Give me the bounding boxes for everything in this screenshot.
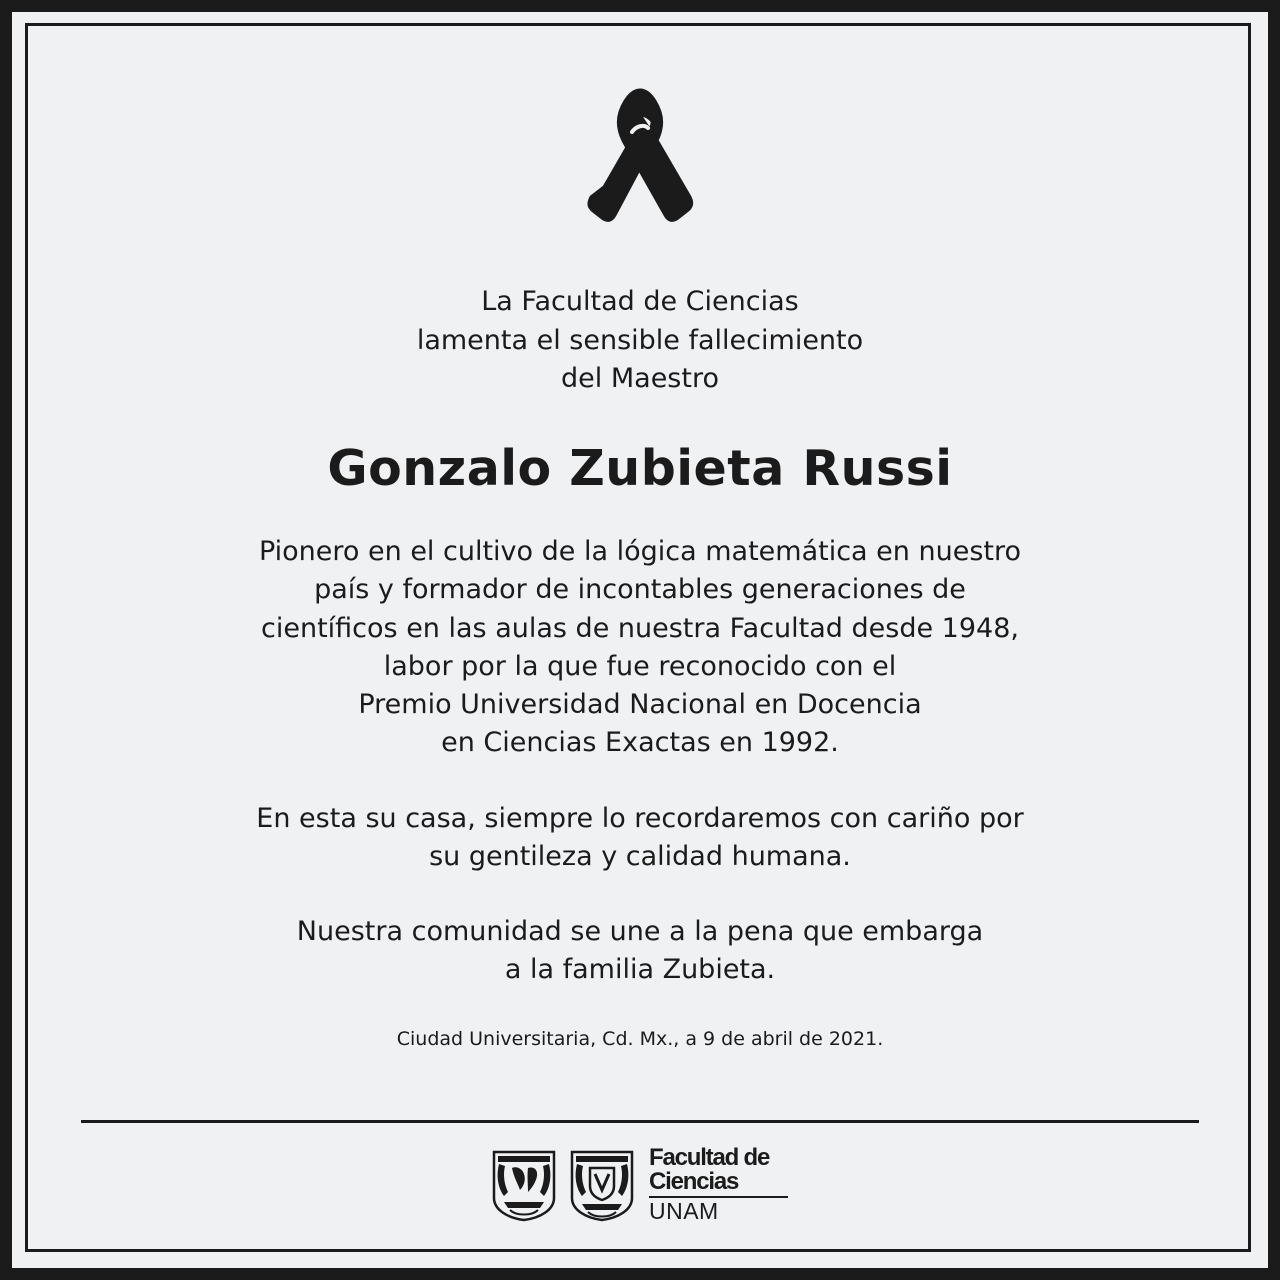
paragraph-line: labor por la que fue reconocido con el [383,650,897,682]
paragraph-line: Nuestra comunidad se une a la pena que embarga [296,916,984,947]
condolence-paragraph [0,913,1280,990]
deceased-name: Gonzalo Zubieta Russi [327,440,953,497]
remembrance-paragraph [0,800,1280,877]
paragraph-line: científicos en las aulas de nuestra Facultad desde 1948, [261,612,1019,644]
footer-divider [81,1120,1199,1123]
logo-unam: UNAM [649,1197,719,1224]
intro-line: La Facultad de Ciencias [481,286,799,317]
intro-line: del Maestro [561,363,719,394]
paragraph-line: Pionero en el cultivo de la lógica matemática en nuestro [258,536,1022,567]
facultad-ciencias-logo [649,1146,789,1224]
paragraph-line: su gentileza y calidad humana. [429,841,851,873]
paragraph-line: país y formador de incontables generaciones de [314,574,966,606]
mourning-ribbon-icon [586,86,694,226]
place-date: Ciudad Universitaria, Cd. Mx., a 9 de abril de 2021. [396,1028,884,1050]
logo-facultad-de: Facultad de [649,1144,770,1171]
intro-line: lamenta el sensible fallecimiento [416,324,864,356]
paragraph-line: a la familia Zubieta. [504,954,776,986]
paragraph-line: en Ciencias Exactas en 1992. [441,727,839,759]
paragraph-line: Premio Universidad Nacional en Docencia [358,689,922,721]
unam-seal-icon [490,1148,558,1222]
paragraph-line: En esta su casa, siempre lo recordaremos con cariño por [256,803,1024,834]
intro-text [0,283,1280,399]
logo-ciencias: Ciencias [649,1168,739,1195]
tribute-paragraph [0,533,1280,763]
facultad-ciencias-seal-icon [568,1148,636,1222]
